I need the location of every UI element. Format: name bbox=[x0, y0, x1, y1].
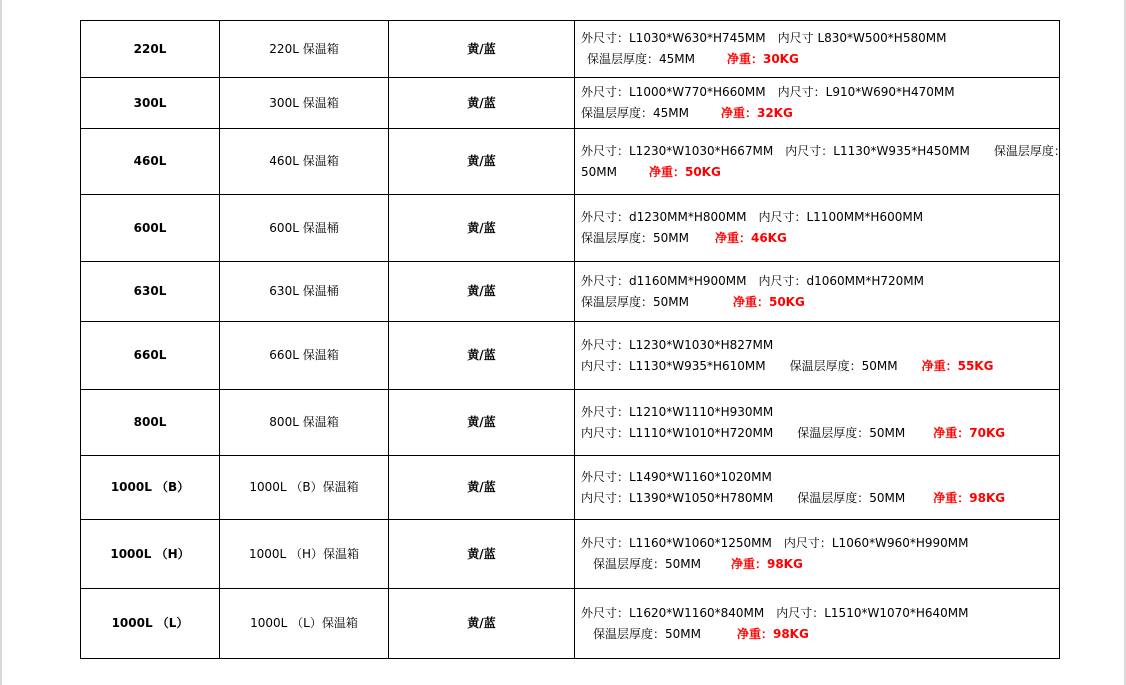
model-cell: 660L bbox=[81, 322, 220, 390]
net-weight: 净重：98KG bbox=[736, 626, 809, 641]
model-cell: 1000L （H） bbox=[81, 520, 220, 589]
insulation-text: 保温层厚度：50MM bbox=[581, 231, 689, 245]
insulation-text: 保温层厚度：50MM bbox=[593, 557, 701, 571]
product-name-cell: 220L 保温箱 bbox=[220, 21, 389, 78]
spec-cell bbox=[575, 520, 1060, 589]
net-weight: 净重：46KG bbox=[714, 231, 787, 245]
spec-line-2 bbox=[581, 103, 1057, 124]
insulation-text: 50MM bbox=[581, 164, 617, 179]
table-row bbox=[81, 129, 1060, 195]
model-cell: 800L bbox=[81, 390, 220, 456]
color-cell: 黄/蓝 bbox=[389, 195, 575, 262]
net-weight: 净重：70KG bbox=[933, 425, 1006, 440]
color-cell: 黄/蓝 bbox=[389, 456, 575, 520]
color-cell: 黄/蓝 bbox=[389, 262, 575, 322]
spec-cell bbox=[575, 456, 1060, 520]
inner-dimension-text: 内尺寸：L1110*W1010*H720MM 保温层厚度：50MM bbox=[581, 425, 906, 440]
dimension-line: 外尺寸：L1490*W1160*1020MM bbox=[581, 469, 772, 484]
color-cell: 黄/蓝 bbox=[389, 21, 575, 78]
spec-line-2 bbox=[581, 228, 1057, 249]
table-row bbox=[81, 262, 1060, 322]
insulation-text: 保温层厚度：50MM bbox=[593, 626, 701, 641]
dimension-line: 外尺寸：L1160*W1060*1250MM 内尺寸：L1060*W960*H990MM bbox=[581, 536, 969, 550]
table-row bbox=[81, 195, 1060, 262]
table-row bbox=[81, 78, 1060, 129]
model-cell: 600L bbox=[81, 195, 220, 262]
table-row bbox=[81, 21, 1060, 78]
net-weight: 净重：50KG bbox=[648, 164, 721, 179]
spec-line-2 bbox=[581, 49, 1057, 70]
dimension-line: 外尺寸：d1230MM*H800MM 内尺寸：L1100MM*H600MM bbox=[581, 210, 924, 224]
color-cell: 黄/蓝 bbox=[389, 129, 575, 195]
insulation-text: 保温层厚度：45MM bbox=[587, 52, 695, 66]
net-weight: 净重：32KG bbox=[720, 106, 793, 120]
model-cell: 300L bbox=[81, 78, 220, 129]
dimension-line: 外尺寸：L1000*W770*H660MM 内尺寸：L910*W690*H470MM bbox=[581, 85, 955, 99]
product-name-cell: 800L 保温箱 bbox=[220, 390, 389, 456]
spec-cell bbox=[575, 322, 1060, 390]
spec-line-2 bbox=[581, 488, 1057, 509]
color-cell: 黄/蓝 bbox=[389, 390, 575, 456]
product-name-cell: 300L 保温箱 bbox=[220, 78, 389, 129]
net-weight: 净重：55KG bbox=[921, 358, 994, 373]
color-cell: 黄/蓝 bbox=[389, 78, 575, 129]
dimension-line: 外尺寸：d1160MM*H900MM 内尺寸：d1060MM*H720MM bbox=[581, 273, 924, 288]
product-name-cell: 1000L （H）保温箱 bbox=[220, 520, 389, 589]
model-cell: 1000L （L） bbox=[81, 589, 220, 659]
spec-cell bbox=[575, 129, 1066, 195]
dimension-line: 外尺寸：L1030*W630*H745MM 内尺寸 L830*W500*H580MM bbox=[581, 31, 947, 45]
inner-dimension-text: 内尺寸：L1390*W1050*H780MM 保温层厚度：50MM bbox=[581, 490, 906, 505]
model-cell: 630L bbox=[81, 262, 220, 322]
spec-line-2 bbox=[581, 624, 1057, 645]
spec-line-2 bbox=[581, 554, 1057, 575]
product-name-cell: 630L 保温桶 bbox=[220, 262, 389, 322]
spec-cell bbox=[575, 195, 1060, 262]
dimension-line: 外尺寸：L1230*W1030*H827MM bbox=[581, 337, 774, 352]
product-name-cell: 600L 保温桶 bbox=[220, 195, 389, 262]
product-name-cell: 460L 保温箱 bbox=[220, 129, 389, 195]
table-row bbox=[81, 322, 1060, 390]
color-cell: 黄/蓝 bbox=[389, 589, 575, 659]
spec-cell bbox=[575, 78, 1060, 129]
table-row bbox=[81, 589, 1060, 659]
insulation-text: 保温层厚度：50MM bbox=[581, 294, 689, 309]
table-row bbox=[81, 456, 1060, 520]
spec-line-2 bbox=[581, 292, 1057, 313]
table-row bbox=[81, 390, 1060, 456]
product-name-cell: 660L 保温箱 bbox=[220, 322, 389, 390]
net-weight: 净重：98KG bbox=[730, 557, 803, 571]
model-cell: 220L bbox=[81, 21, 220, 78]
model-cell: 1000L （B） bbox=[81, 456, 220, 520]
spec-cell bbox=[575, 589, 1060, 659]
table-row bbox=[81, 520, 1060, 589]
spec-cell bbox=[575, 262, 1060, 322]
spec-line-2 bbox=[581, 162, 1057, 183]
color-cell: 黄/蓝 bbox=[389, 520, 575, 589]
dimension-line: 外尺寸：L1210*W1110*H930MM bbox=[581, 404, 774, 419]
color-cell: 黄/蓝 bbox=[389, 322, 575, 390]
spec-line-2 bbox=[581, 423, 1057, 444]
spec-line-2 bbox=[581, 356, 1057, 377]
product-spec-table bbox=[80, 20, 1066, 659]
page-edge-left bbox=[0, 0, 2, 685]
product-name-cell: 1000L （L）保温箱 bbox=[220, 589, 389, 659]
spec-cell bbox=[575, 390, 1060, 456]
inner-dimension-text: 内尺寸：L1130*W935*H610MM 保温层厚度：50MM bbox=[581, 358, 898, 373]
dimension-line: 外尺寸：L1620*W1160*840MM 内尺寸：L1510*W1070*H640MM bbox=[581, 605, 969, 620]
net-weight: 净重：50KG bbox=[732, 294, 805, 309]
spec-cell bbox=[575, 21, 1060, 78]
product-name-cell: 1000L （B）保温箱 bbox=[220, 456, 389, 520]
net-weight: 净重：30KG bbox=[726, 52, 799, 66]
net-weight: 净重：98KG bbox=[933, 490, 1006, 505]
dimension-line: 外尺寸：L1230*W1030*H667MM 内尺寸：L1130*W935*H450MM 保温层厚度： bbox=[581, 143, 1066, 158]
model-cell: 460L bbox=[81, 129, 220, 195]
insulation-text: 保温层厚度：45MM bbox=[581, 106, 689, 120]
